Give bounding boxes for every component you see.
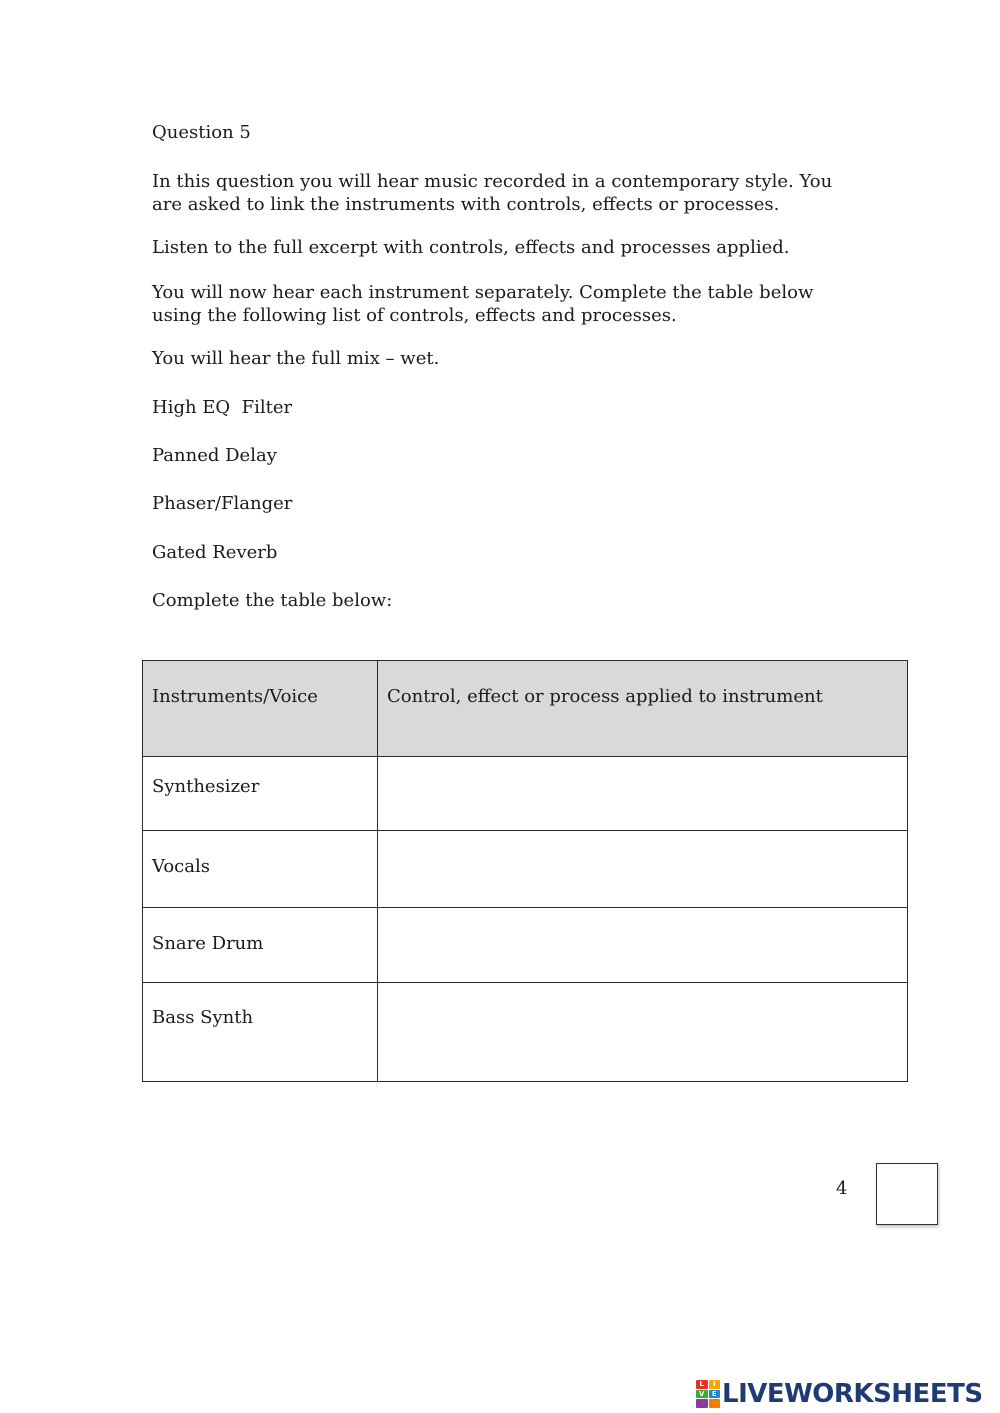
table-row [143,831,907,908]
score-box[interactable] [876,1163,938,1225]
logo-square [696,1399,708,1408]
liveworksheets-logo [696,1378,983,1410]
instrument-cell: Vocals [143,831,378,907]
logo-square: V [696,1390,708,1399]
instrument-cell: Snare Drum [143,908,378,982]
table-header-row [143,661,907,757]
full-mix-note: You will hear the full mix – wet. [152,348,440,369]
option-gated-reverb: Gated Reverb [152,542,278,563]
logo-square: E [709,1390,721,1399]
header-instruments: Instruments/Voice [143,661,378,756]
table-row [143,757,907,831]
answer-cell-bass-synth[interactable] [378,983,907,1081]
answer-cell-synthesizer[interactable] [378,757,907,830]
logo-mark-icon [696,1380,720,1408]
table-row [143,983,907,1081]
instrument-cell: Bass Synth [143,983,378,1081]
instrument-cell: Synthesizer [143,757,378,830]
question-intro: In this question you will hear music recorded in a contemporary style. You are asked to link the instruments with controls, effects or processes. [152,171,833,215]
marks-value: 4 [836,1178,848,1199]
answer-table [142,660,908,1082]
listen-instruction: Listen to the full excerpt with controls, effects and processes applied. [152,237,790,258]
logo-square: L [696,1380,708,1389]
option-panned-delay: Panned Delay [152,445,277,466]
logo-square [709,1399,721,1408]
logo-square: I [709,1380,721,1389]
header-control-effect: Control, effect or process applied to instrument [387,686,823,707]
logo-text: LIVEWORKSHEETS [722,1379,983,1409]
complete-prompt: Complete the table below: [152,590,393,611]
option-high-eq-filter: High EQ Filter [152,397,293,418]
table-row [143,908,907,983]
answer-cell-snare-drum[interactable] [378,908,907,982]
answer-cell-vocals[interactable] [378,831,907,907]
table-instruction: You will now hear each instrument separately. Complete the table below using the following list of controls, effects and processes. [152,282,814,326]
question-title: Question 5 [152,122,251,143]
option-phaser-flanger: Phaser/Flanger [152,493,293,514]
